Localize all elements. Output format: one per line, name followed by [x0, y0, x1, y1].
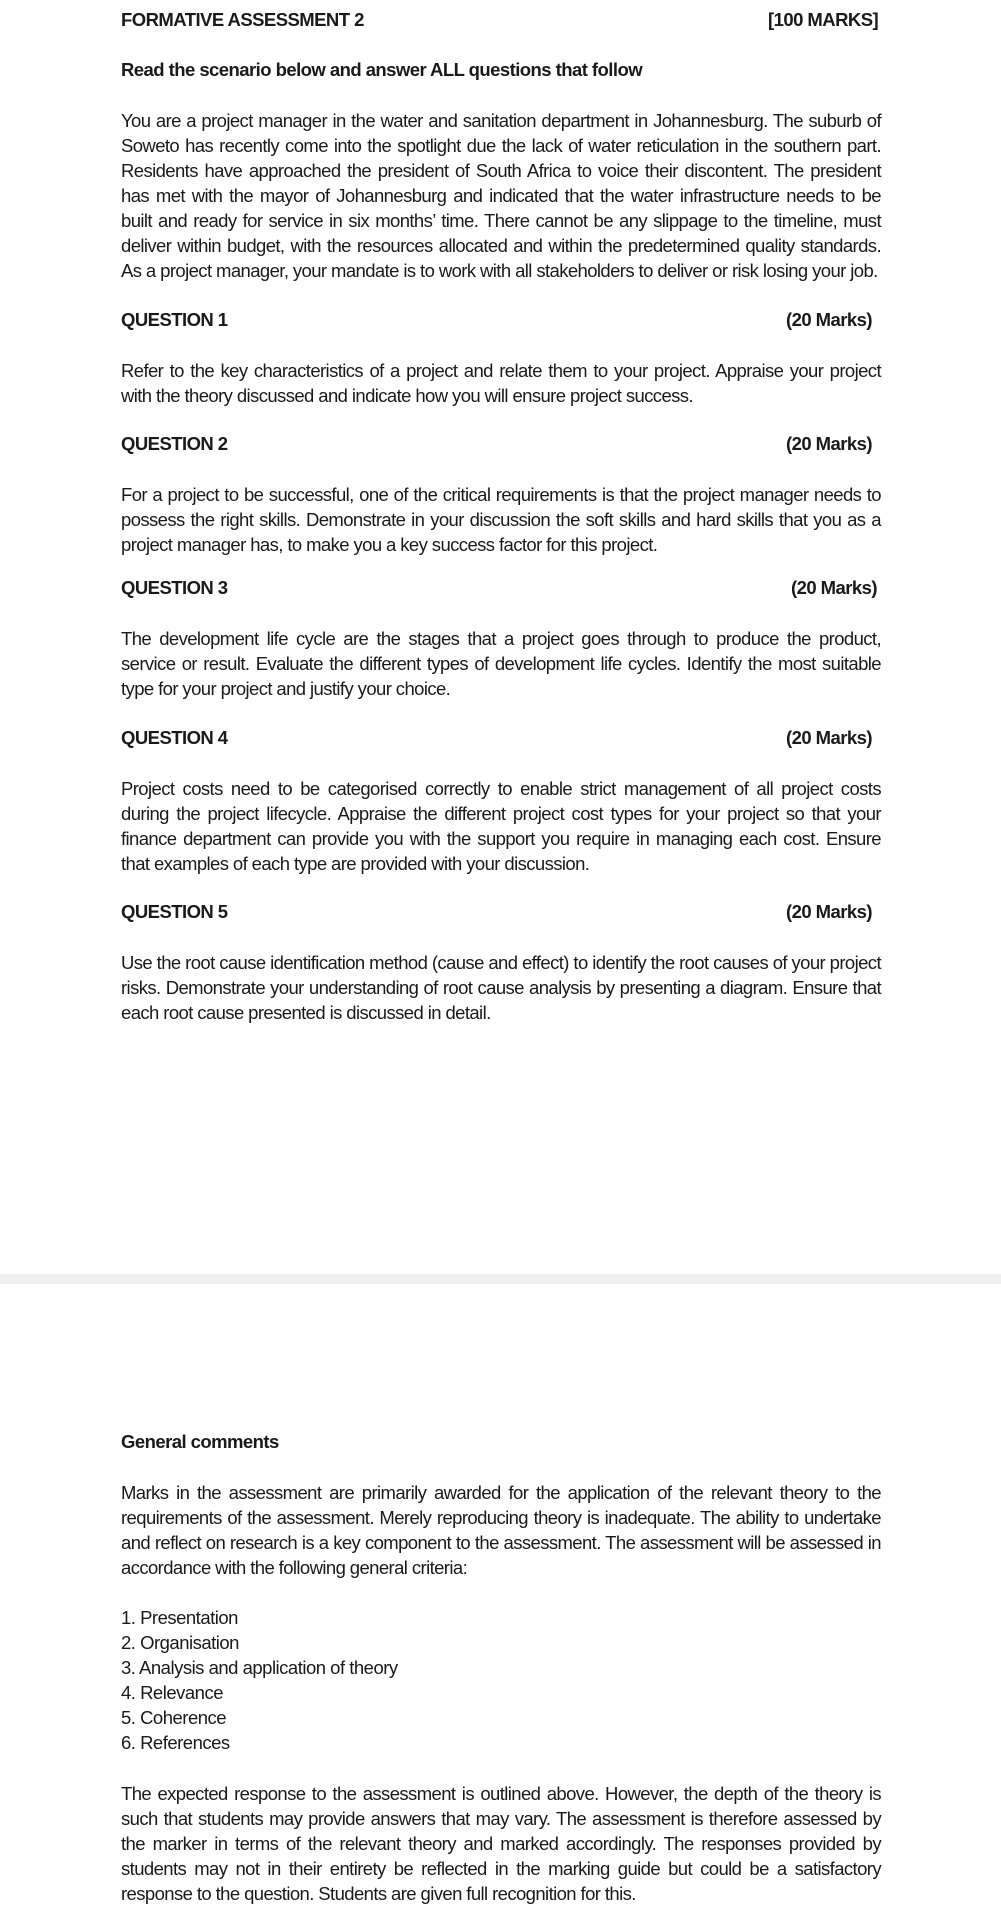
criteria-item: 5. Coherence	[121, 1707, 227, 1728]
question-2-label: QUESTION 2	[121, 433, 228, 454]
instruction-heading: Read the scenario below and answer ALL questions that follow	[121, 59, 643, 80]
criteria-item: 1. Presentation	[121, 1607, 238, 1628]
document-page-2	[0, 1284, 1001, 1920]
page-separator	[0, 1274, 1001, 1284]
question-4-text: Project costs need to be categorised correctly to enable strict management of all project costs during the project lifecycle. Appraise the different project cost types for your project so that your finance department can provide you with the support you require in managing each cost. Ensure that examples of each type are provided with your discussion.	[121, 778, 881, 874]
criteria-item: 3. Analysis and application of theory	[121, 1657, 398, 1678]
question-2-marks: (20 Marks)	[786, 433, 873, 454]
criteria-item: 4. Relevance	[121, 1682, 223, 1703]
question-3-label: QUESTION 3	[121, 577, 228, 598]
question-3-marks: (20 Marks)	[791, 577, 878, 598]
question-1-marks: (20 Marks)	[786, 309, 873, 330]
question-5-text: Use the root cause identification method (cause and effect) to identify the root causes of your project risks. Demonstrate your understanding of root cause analysis by presenting a diagram. Ensure that each root cause presented is discussed in detail.	[121, 952, 881, 1023]
criteria-item: 2. Organisation	[121, 1632, 239, 1653]
question-2-text: For a project to be successful, one of the critical requirements is that the project manager needs to possess the right skills. Demonstrate in your discussion the soft skills and hard skills that you as a project manager has, to make you a key success factor for this project.	[121, 484, 881, 555]
general-comments-closing: The expected response to the assessment is outlined above. However, the depth of the theory is such that students may provide answers that may vary. The assessment is therefore assessed by the marker in terms of the relevant theory and marked accordingly. The responses provided by students may not in their entirety be reflected in the marking guide but could be a satisfactory response to the question. Students are given full recognition for this.	[121, 1783, 881, 1904]
criteria-item: 6. References	[121, 1732, 230, 1753]
assessment-title: FORMATIVE ASSESSMENT 2	[121, 9, 364, 30]
general-comments-intro: Marks in the assessment are primarily awarded for the application of the relevant theory to the requirements of the assessment. Merely reproducing theory is inadequate. The ability to undertake and reflect on research is a key component to the assessment. The assessment will be assessed in accordance with the following general criteria:	[121, 1482, 881, 1578]
question-5-label: QUESTION 5	[121, 901, 228, 922]
question-5-marks: (20 Marks)	[786, 901, 873, 922]
total-marks: [100 MARKS]	[768, 9, 879, 30]
criteria-list	[121, 1605, 398, 1755]
question-4-marks: (20 Marks)	[786, 727, 873, 748]
question-1-text: Refer to the key characteristics of a project and relate them to your project. Appraise your project with the theory discussed and indicate how you will ensure project success.	[121, 360, 881, 406]
general-comments-heading: General comments	[121, 1431, 279, 1452]
question-4-label: QUESTION 4	[121, 727, 228, 748]
scenario-paragraph: You are a project manager in the water and sanitation department in Johannesburg. The suburb of Soweto has recently come into the spotlight due the lack of water reticulation in the southern part. Residents have approached the president of South Africa to voice their discontent. The president has met with the mayor of Johannesburg and indicated that the water infrastructure needs to be built and ready for service in six months’ time. There cannot be any slippage to the timeline, must deliver within budget, with the resources allocated and within the predetermined quality standards. As a project manager, your mandate is to work with all stakeholders to deliver or risk losing your job.	[121, 110, 881, 281]
question-1-label: QUESTION 1	[121, 309, 228, 330]
question-3-text: The development life cycle are the stages that a project goes through to produce the product, service or result. Evaluate the different types of development life cycles. Identify the most suitable type for your project and justify your choice.	[121, 628, 881, 699]
